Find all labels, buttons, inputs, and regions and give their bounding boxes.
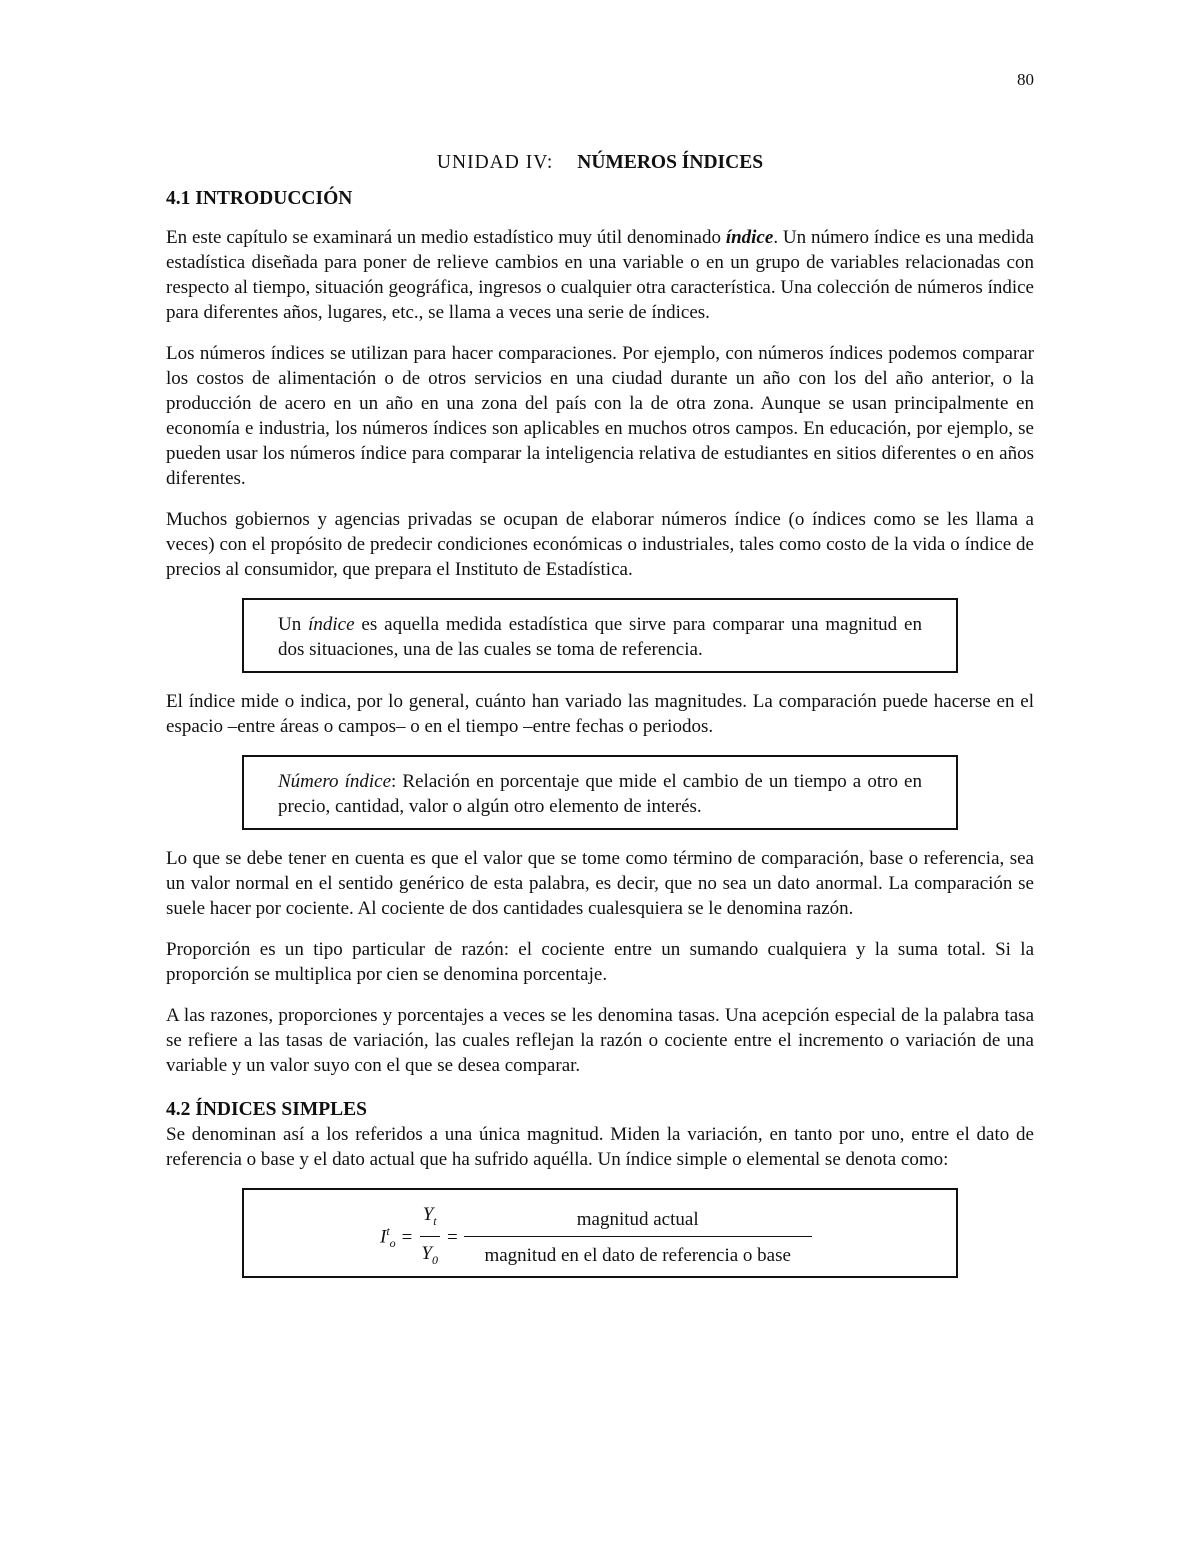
definition-box-numero-indice <box>242 755 958 830</box>
paragraph-proporcion: Proporción es un tipo particular de razón: el cociente entre un sumando cualquiera y la suma total. Si la proporción se multiplica por cien se denomina porcentaje. <box>166 939 1034 985</box>
formula-superscript: t <box>386 1223 390 1238</box>
text-denominator: magnitud en el dato de referencia o base <box>484 1244 791 1266</box>
fraction-denominator <box>418 1237 441 1273</box>
paragraph-tasas: A las razones, proporciones y porcentajes a veces se les denomina tasas. Una acepción especial de la palabra tasa se refiere a las tasas de variación, las cuales reflejan la razón o cociente entre el incremento o variación de una variable y un valor suyo con el que se desea comparar. <box>166 1005 1034 1076</box>
formula-box <box>242 1188 958 1278</box>
unit-label: UNIDAD IV: <box>436 152 554 173</box>
section-heading-indices-simples: 4.2 ÍNDICES SIMPLES <box>166 1099 368 1120</box>
definition-term: Número índice <box>278 771 392 792</box>
symbol-fraction <box>418 1202 441 1273</box>
term-indice: índice <box>725 227 774 248</box>
simple-index-formula <box>380 1202 812 1273</box>
paragraph-text: En este capítulo se examinará un medio estadístico muy útil denominado <box>166 227 726 248</box>
page-number: 80 <box>1017 70 1034 89</box>
paragraph-indice-mide: El índice mide o indica, por lo general, cuánto han variado las magnitudes. La comparación puede hacerse en el espacio –entre áreas o campos– o en el tiempo –entre fechas o periodos. <box>166 691 1034 737</box>
document-body <box>166 150 1034 1278</box>
paragraph-gobiernos: Muchos gobiernos y agencias privadas se ocupan de elaborar números índice (o índices como se les llama a veces) con el propósito de predecir condiciones económicas o industriales, tales como costo de la vida o índice de precios al consumidor, que prepara el Instituto de Estadística. <box>166 509 1034 580</box>
text-numerator: magnitud actual <box>464 1207 812 1237</box>
paragraph-indices-simples: Se denominan así a los referidos a una única magnitud. Miden la variación, en tanto por uno, entre el dato de referencia o base y el dato actual que ha sufrido aquélla. Un índice simple o elemental se denota como: <box>166 1124 1034 1170</box>
unit-heading <box>166 150 1034 175</box>
formula-subscript: o <box>389 1235 396 1250</box>
section-heading-introduccion: 4.1 INTRODUCCIÓN <box>166 188 353 209</box>
definition-text: es aquella medida estadística que sirve para comparar una magnitud en dos situaciones, una de las cuales se toma de referencia. <box>278 614 922 660</box>
paragraph-intro <box>166 225 1034 325</box>
fraction-numerator <box>420 1202 440 1237</box>
formula-symbol: Y <box>421 1242 432 1264</box>
equals-sign: = <box>401 1226 413 1248</box>
formula-symbol: Y <box>422 1204 434 1225</box>
paragraph-text: . Un número índice es una medida estadística diseñada para poner de relieve cambios en una variable o en un grupo de variables relacionadas con respecto al tiempo, situación geográfica, ingresos o cualquier otra característica. Una colección de números índice para diferentes años, lugares, etc., se llama a veces una serie de índices. <box>166 227 1034 323</box>
formula-symbol: I <box>380 1226 387 1248</box>
formula-subscript: t <box>433 1213 437 1228</box>
paragraph-base-referencia: Lo que se debe tener en cuenta es que el valor que se tome como término de comparación, base o referencia, sea un valor normal en el sentido genérico de esta palabra, es decir, que no sea un dato anormal. La comparación se suele hacer por cociente. Al cociente de dos cantidades cualesquiera se le denomina razón. <box>166 848 1034 919</box>
equals-sign: = <box>446 1226 458 1248</box>
paragraph-comparaciones: Los números índices se utilizan para hacer comparaciones. Por ejemplo, con números índices podemos comparar los costos de alimentación o de otros servicios en una ciudad durante un año con los del año anterior, o la producción de acero en un año en una zona del país con la de otra zona. Aunque se usan principalmente en economía e industria, los números índices son aplicables en muchos otros campos. En educación, por ejemplo, se pueden usar los números índice para comparar la inteligencia relativa de estudiantes en sitios diferentes o en años diferentes. <box>166 343 1034 489</box>
definition-box-indice <box>242 598 958 673</box>
definition-term: índice <box>308 614 355 635</box>
formula-lhs <box>380 1219 396 1256</box>
definition-text: Un <box>278 614 309 635</box>
formula-subscript: 0 <box>431 1252 438 1267</box>
text-fraction <box>464 1207 812 1268</box>
definition-text: : Relación en porcentaje que mide el cambio de un tiempo a otro en precio, cantidad, valor o algún otro elemento de interés. <box>278 771 922 817</box>
unit-title: NÚMEROS ÍNDICES <box>577 152 764 173</box>
